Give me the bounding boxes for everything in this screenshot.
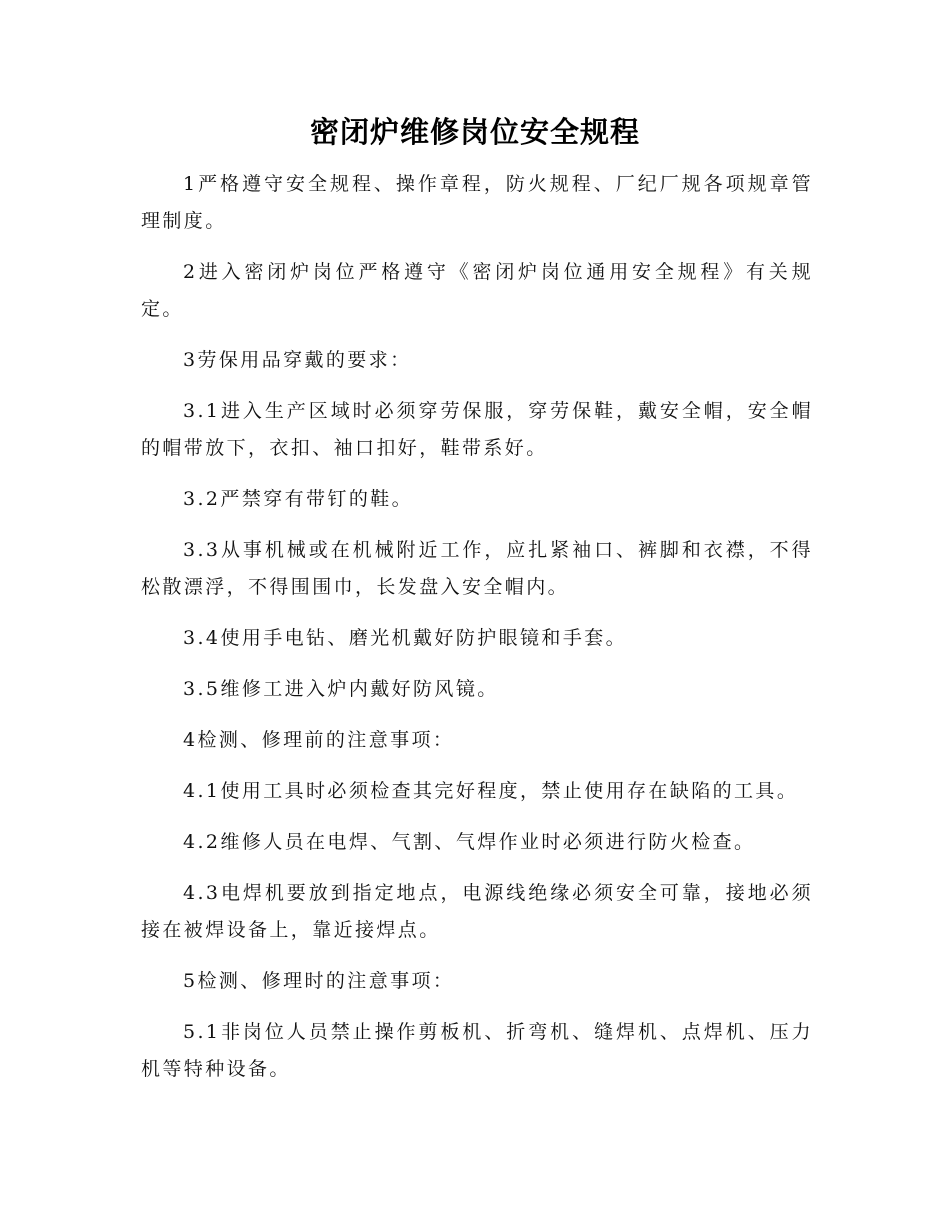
paragraph: 4.1使用工具时必须检查其完好程度，禁止使用存在缺陷的工具。: [183, 780, 799, 802]
paragraph: 3.4使用手电钻、磨光机戴好防护眼镜和手套。: [183, 627, 628, 649]
paragraph: 4.3电焊机要放到指定地点，电源线绝缘必须安全可靠，接地必须接在被焊设备上，靠近接焊点。: [141, 882, 813, 941]
paragraph: 3.1进入生产区域时必须穿劳保服，穿劳保鞋，戴安全帽，安全帽的帽带放下，衣扣、袖口扣好，鞋带系好。: [141, 400, 813, 459]
paragraph: 2进入密闭炉岗位严格遵守《密闭炉岗位通用安全规程》有关规定。: [141, 261, 813, 320]
paragraph: 4检测、修理前的注意事项：: [183, 729, 455, 751]
paragraph: 3.3从事机械或在机械附近工作，应扎紧袖口、裤脚和衣襟，不得松散漂浮，不得围围巾，长发盘入安全帽内。: [141, 539, 813, 598]
paragraph: 4.2维修人员在电焊、气割、气焊作业时必须进行防火检查。: [183, 831, 756, 853]
paragraph: 1严格遵守安全规程、操作章程，防火规程、厂纪厂规各项规章管理制度。: [141, 173, 813, 232]
paragraph: 5检测、修理时的注意事项：: [183, 970, 455, 992]
paragraph: 3.5维修工进入炉内戴好防风镜。: [183, 678, 499, 700]
paragraph: 5.1非岗位人员禁止操作剪板机、折弯机、缝焊机、点焊机、压力机等特种设备。: [141, 1021, 813, 1080]
document-title: 密闭炉维修岗位安全规程: [309, 115, 640, 149]
paragraph: 3劳保用品穿戴的要求：: [183, 349, 412, 371]
paragraph: 3.2严禁穿有带钉的鞋。: [183, 488, 414, 510]
document-body: [141, 166, 813, 1102]
